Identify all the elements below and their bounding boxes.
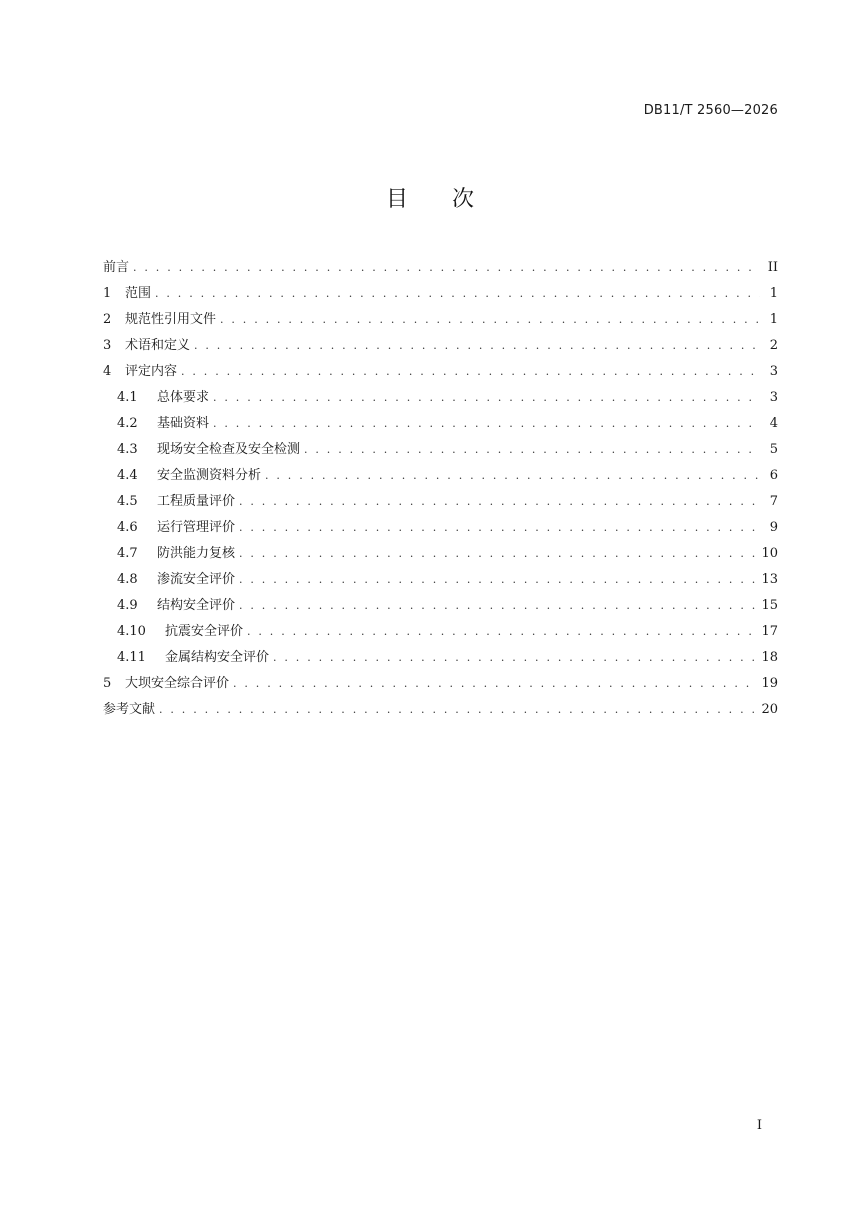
toc-entry-scope[interactable] [103,281,778,307]
toc-entry-number: 4.9 [117,598,138,613]
toc-entry-number: 5 [103,676,112,691]
toc-dot-leader [213,411,760,437]
toc-entry-normative-references[interactable] [103,307,778,333]
toc-entry-4-11[interactable] [103,645,778,671]
toc-entry-bibliography[interactable] [103,697,778,723]
toc-dot-leader [181,359,760,385]
toc-entry-4-5[interactable] [103,489,778,515]
toc-entry-page: 17 [761,624,778,639]
toc-entry-page: 19 [761,676,778,691]
toc-dot-leader [159,697,755,723]
toc-entry-page: 15 [761,598,778,613]
toc-entry-page: 20 [761,702,778,717]
toc-entry-page: 2 [769,338,778,353]
table-of-contents [103,255,778,723]
toc-entry-number: 2 [103,312,112,327]
toc-entry-label: 大坝安全综合评价 [125,676,230,691]
toc-entry-number: 4 [103,364,112,379]
toc-dot-leader [194,333,760,359]
toc-entry-page: 1 [769,286,778,301]
toc-entry-label: 术语和定义 [125,338,191,353]
toc-entry-foreword[interactable] [103,255,778,281]
toc-entry-overall-dam-evaluation[interactable] [103,671,778,697]
toc-entry-label: 渗流安全评价 [157,572,236,587]
toc-entry-4-2[interactable] [103,411,778,437]
toc-entry-number: 4.10 [117,624,146,639]
toc-entry-number: 4.11 [117,650,146,665]
toc-entry-page: 3 [769,390,778,405]
toc-entry-4-4[interactable] [103,463,778,489]
toc-entry-4-10[interactable] [103,619,778,645]
toc-dot-leader [155,281,760,307]
toc-entry-page: 7 [769,494,778,509]
toc-entry-number: 4.3 [117,442,138,457]
toc-dot-leader [239,489,760,515]
toc-entry-label: 工程质量评价 [157,494,236,509]
toc-entry-4-9[interactable] [103,593,778,619]
toc-entry-label: 防洪能力复核 [157,546,236,561]
toc-dot-leader [239,567,755,593]
toc-entry-page: 6 [769,468,778,483]
toc-dot-leader [265,463,760,489]
toc-entry-page: 5 [769,442,778,457]
toc-entry-label: 评定内容 [125,364,178,379]
page-number: I [756,1118,762,1133]
toc-entry-page: II [767,260,778,275]
toc-entry-label: 参考文献 [103,702,156,717]
toc-entry-label: 总体要求 [157,390,210,405]
toc-entry-label: 现场安全检查及安全检测 [157,442,301,457]
toc-entry-page: 10 [761,546,778,561]
toc-dot-leader [304,437,760,463]
toc-dot-leader [239,593,755,619]
toc-entry-label: 范围 [125,286,152,301]
toc-entry-page: 9 [769,520,778,535]
toc-entry-evaluation-content[interactable] [103,359,778,385]
toc-entry-number: 4.2 [117,416,138,431]
toc-dot-leader [233,671,755,697]
toc-dot-leader [273,645,755,671]
toc-entry-page: 3 [769,364,778,379]
toc-entry-label: 抗震安全评价 [165,624,244,639]
toc-dot-leader [213,385,760,411]
toc-entry-label: 结构安全评价 [157,598,236,613]
toc-entry-4-1[interactable] [103,385,778,411]
toc-entry-4-3[interactable] [103,437,778,463]
toc-dot-leader [239,515,760,541]
toc-entry-page: 18 [761,650,778,665]
toc-dot-leader [239,541,755,567]
toc-entry-label: 运行管理评价 [157,520,236,535]
toc-entry-terms-definitions[interactable] [103,333,778,359]
toc-entry-label: 基础资料 [157,416,210,431]
toc-entry-label: 前言 [103,260,130,275]
toc-entry-number: 4.4 [117,468,138,483]
toc-entry-4-7[interactable] [103,541,778,567]
toc-entry-number: 4.6 [117,520,138,535]
toc-entry-number: 4.5 [117,494,138,509]
document-code: DB11/T 2560—2026 [643,103,778,118]
toc-entry-number: 3 [103,338,112,353]
toc-dot-leader [133,255,760,281]
toc-entry-number: 4.8 [117,572,138,587]
toc-entry-label: 安全监测资料分析 [157,468,262,483]
toc-entry-page: 1 [769,312,778,327]
toc-entry-page: 4 [769,416,778,431]
toc-entry-4-6[interactable] [103,515,778,541]
toc-title: 目次 [385,187,518,212]
toc-dot-leader [220,307,760,333]
toc-entry-4-8[interactable] [103,567,778,593]
toc-dot-leader [247,619,755,645]
toc-entry-label: 金属结构安全评价 [165,650,270,665]
toc-entry-page: 13 [761,572,778,587]
toc-entry-number: 4.7 [117,546,138,561]
toc-entry-number: 1 [103,286,112,301]
toc-entry-label: 规范性引用文件 [125,312,217,327]
toc-entry-number: 4.1 [117,390,138,405]
